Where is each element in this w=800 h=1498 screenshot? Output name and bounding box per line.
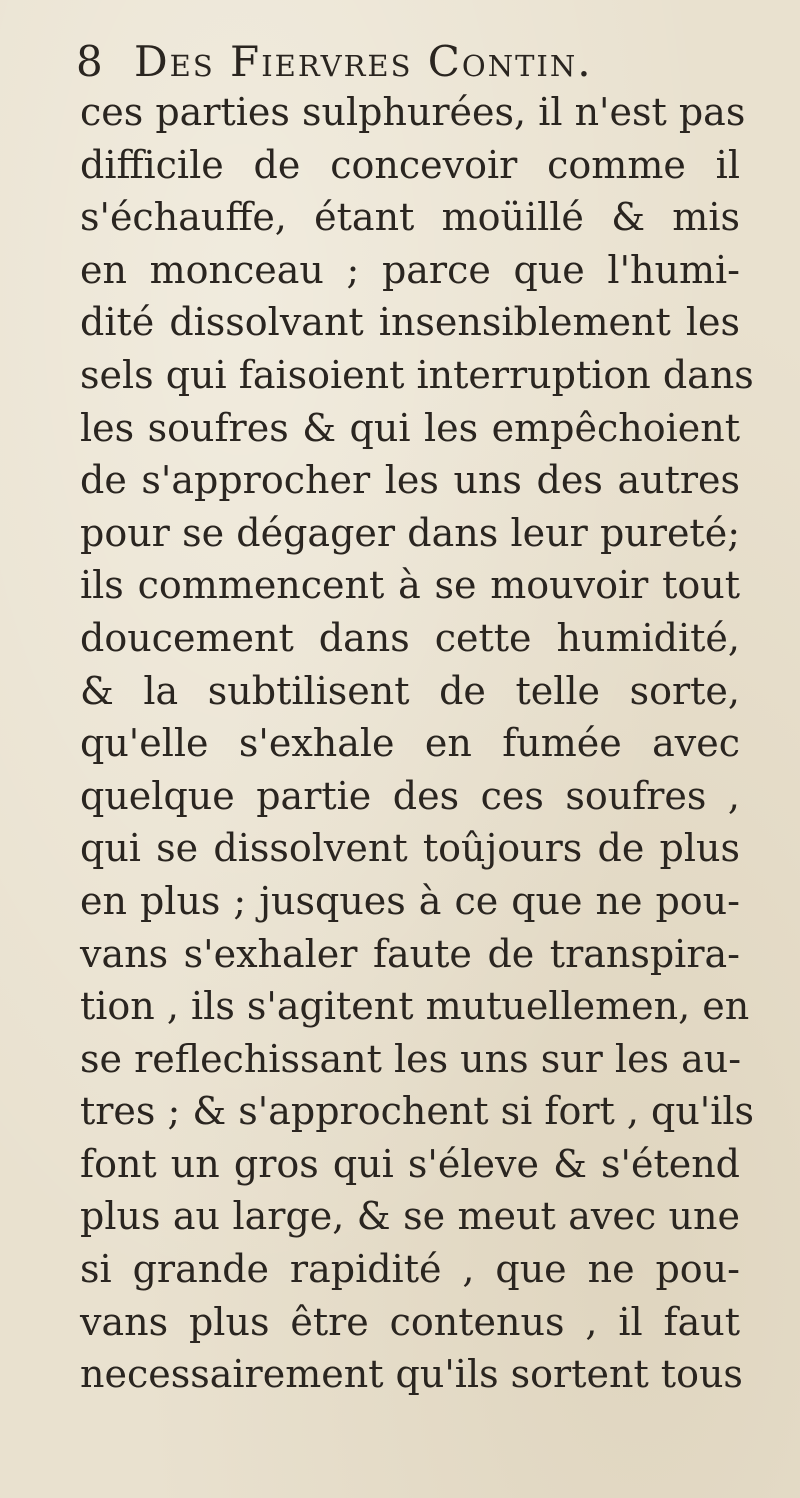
text-line: doucement dans cette humidité, (80, 615, 740, 660)
text-line: font un gros qui s'éleve & s'étend (80, 1141, 740, 1186)
text-line: qu'elle s'exhale en fumée avec (80, 721, 740, 766)
text-line: sels qui faisoient interruption dans (80, 352, 754, 397)
text-line: qui se dissolvent toûjours de plus (80, 826, 740, 871)
text-line: difficile de concevoir comme il (80, 142, 740, 187)
text-line: les soufres & qui les empêchoient (80, 405, 740, 450)
text-line: dité dissolvant insensiblement les (80, 300, 740, 345)
text-line: en monceau ; parce que l'humi- (80, 247, 740, 292)
text-line: de s'approcher les uns des autres (80, 458, 740, 503)
text-line: quelque partie des ces soufres , (80, 773, 740, 818)
body-text (80, 86, 755, 1401)
text-line: si grande rapidité , que ne pou- (80, 1247, 740, 1292)
text-line: necessairement qu'ils sortent tous (80, 1352, 743, 1397)
text-line: pour se dégager dans leur pureté; (80, 510, 740, 555)
text-line: vans plus être contenus , il faut (80, 1299, 740, 1344)
text-line: plus au large, & se meut avec une (80, 1194, 740, 1239)
text-line: se reflechissant les uns sur les au- (80, 1036, 742, 1081)
page-number: 8 (76, 37, 104, 86)
text-line: vans s'exhaler faute de transpira- (80, 931, 740, 976)
text-line: & la subtilisent de telle sorte, (80, 668, 740, 713)
running-head (76, 34, 766, 90)
text-line: en plus ; jusques à ce que ne pou- (80, 878, 740, 923)
running-title: Des Fiervres Contin. (134, 37, 593, 86)
text-line: s'échauffe, étant moüillé & mis (80, 195, 740, 240)
text-line: ils commencent à se mouvoir tout (80, 563, 740, 608)
text-line: tion , ils s'agitent mutuellemen, en (80, 984, 750, 1029)
text-line: tres ; & s'approchent si fort , qu'ils (80, 1089, 755, 1134)
text-line: ces parties sulphurées, il n'est pas (80, 90, 746, 134)
